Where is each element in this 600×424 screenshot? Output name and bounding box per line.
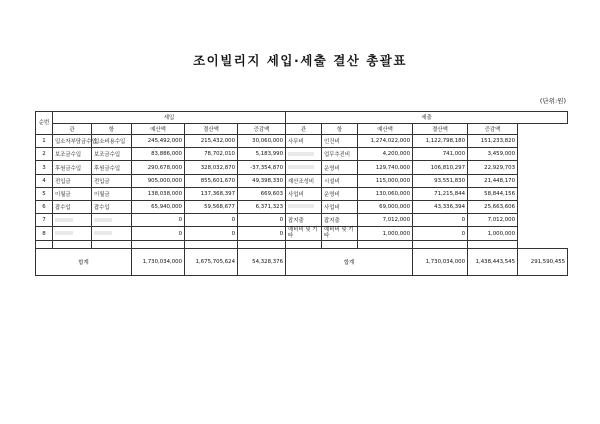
revenue-budget-cell: 290,678,000 [132, 161, 185, 174]
table-row [36, 187, 568, 200]
row-number: 4 [36, 174, 53, 187]
spacer-cell [92, 240, 132, 248]
expenditure-hang-cell: 업무추진비 [322, 148, 358, 161]
row-number: 3 [36, 161, 53, 174]
revenue-diff-cell: 30,060,000 [238, 135, 286, 148]
expenditure-budget-cell: 7,012,000 [358, 214, 413, 227]
revenue-budget-cell: 138,038,000 [132, 187, 185, 200]
spacer-cell [413, 240, 468, 248]
revenue-budget-cell: 0 [132, 227, 185, 241]
redacted-placeholder [55, 231, 73, 235]
expenditure-hang-cell: 인건비 [322, 135, 358, 148]
revenue-settlement-cell: 137,368,397 [185, 187, 238, 200]
expenditure-diff-cell: 21,448,170 [468, 174, 518, 187]
spacer-cell [53, 240, 92, 248]
expenditure-gwan-cell [286, 148, 322, 161]
expenditure-header: 세출 [286, 112, 568, 124]
expenditure-settlement-cell: 741,000 [413, 148, 468, 161]
revenue-diff-cell: 669,603 [238, 187, 286, 200]
expenditure-hang-header: 항 [322, 123, 358, 135]
spacer-cell [185, 240, 238, 248]
revenue-settlement-cell: 215,432,000 [185, 135, 238, 148]
expenditure-hang-cell: 시설비 [322, 174, 358, 187]
page-title: 조이빌리지 세입·세출 결산 총괄표 [193, 53, 407, 68]
expenditure-settlement-cell: 43,336,394 [413, 200, 468, 213]
expenditure-hang-cell: 예비비 및 기타 [322, 227, 358, 241]
row-number: 6 [36, 200, 53, 213]
table-row [36, 200, 568, 213]
expenditure-settlement-cell: 106,810,297 [413, 161, 468, 174]
revenue-settlement-cell: 0 [185, 227, 238, 241]
expenditure-gwan-cell: 예비비 및 기타 [286, 227, 322, 241]
spacer-cell [36, 240, 53, 248]
expenditure-budget-cell: 1,000,000 [358, 227, 413, 241]
table-row [36, 227, 568, 241]
spacer-row [36, 240, 568, 248]
revenue-hang-cell: 입소비용수입 [92, 135, 132, 148]
revenue-budget-header: 예산액 [132, 123, 185, 135]
revenue-settlement-cell: 78,702,010 [185, 148, 238, 161]
revenue-hang-cell: 후원금수입 [92, 161, 132, 174]
revenue-budget-cell: 905,000,000 [132, 174, 185, 187]
redacted-placeholder [94, 231, 112, 235]
expenditure-total-label: 합계 [286, 249, 413, 276]
table-row [36, 214, 568, 227]
expenditure-diff-cell: 7,012,000 [468, 214, 518, 227]
revenue-gwan-cell [53, 214, 92, 227]
expenditure-gwan-cell [286, 200, 322, 213]
expenditure-diff-cell: 151,233,820 [468, 135, 518, 148]
row-number: 5 [36, 187, 53, 200]
row-number: 2 [36, 148, 53, 161]
column-header-row [36, 123, 568, 135]
revenue-gwan-cell [53, 227, 92, 241]
seq-header: 순번 [36, 112, 53, 135]
revenue-gwan-cell: 이월금 [53, 187, 92, 200]
revenue-gwan-cell: 전입금 [53, 174, 92, 187]
revenue-budget-cell: 245,492,000 [132, 135, 185, 148]
revenue-diff-cell: 6,371,323 [238, 200, 286, 213]
expenditure-gwan-header: 관 [286, 123, 322, 135]
revenue-diff-cell: 0 [238, 227, 286, 241]
expenditure-gwan-cell: 잡지출 [286, 214, 322, 227]
spacer-cell [322, 240, 358, 248]
revenue-total-label: 합계 [36, 249, 132, 276]
redacted-placeholder [55, 218, 73, 222]
table-row [36, 148, 568, 161]
expenditure-budget-cell: 4,200,000 [358, 148, 413, 161]
revenue-gwan-cell: 입소자부담금수입 [53, 135, 92, 148]
group-header-row [36, 112, 568, 124]
revenue-header: 세입 [53, 112, 286, 124]
revenue-gwan-header: 관 [53, 123, 92, 135]
expenditure-total-diff: 291,590,455 [518, 249, 568, 276]
revenue-hang-cell: 전입금 [92, 174, 132, 187]
table-body [36, 135, 568, 249]
revenue-diff-cell: -37,354,870 [238, 161, 286, 174]
revenue-hang-cell: 잡수입 [92, 200, 132, 213]
expenditure-diff-cell: 22,929,703 [468, 161, 518, 174]
spacer-cell [358, 240, 413, 248]
expenditure-gwan-cell: 재산조성비 [286, 174, 322, 187]
expenditure-hang-cell: 사업비 [322, 200, 358, 213]
expenditure-total-settlement: 1,438,443,545 [468, 249, 518, 276]
expenditure-diff-cell: 25,663,606 [468, 200, 518, 213]
revenue-budget-cell: 65,940,000 [132, 200, 185, 213]
spacer-cell [238, 240, 286, 248]
revenue-settlement-header: 결산액 [185, 123, 238, 135]
expenditure-diff-cell: 58,844,156 [468, 187, 518, 200]
revenue-total-diff: 54,328,376 [238, 249, 286, 276]
revenue-hang-cell: 이월금 [92, 187, 132, 200]
revenue-gwan-cell: 후원금수입 [53, 161, 92, 174]
expenditure-settlement-cell: 1,122,798,180 [413, 135, 468, 148]
expenditure-diff-cell: 1,000,000 [468, 227, 518, 241]
expenditure-gwan-cell: 사무비 [286, 135, 322, 148]
expenditure-budget-cell: 69,000,000 [358, 200, 413, 213]
revenue-diff-cell: 5,183,990 [238, 148, 286, 161]
revenue-hang-header: 항 [92, 123, 132, 135]
revenue-gwan-cell: 보조금수입 [53, 148, 92, 161]
expenditure-settlement-cell: 0 [413, 227, 468, 241]
expenditure-hang-cell: 운영비 [322, 161, 358, 174]
revenue-settlement-cell: 59,568,677 [185, 200, 238, 213]
revenue-diff-cell: 49,398,330 [238, 174, 286, 187]
revenue-settlement-cell: 328,032,870 [185, 161, 238, 174]
expenditure-diff-cell: 3,459,000 [468, 148, 518, 161]
revenue-diff-header: 증감액 [238, 123, 286, 135]
expenditure-budget-header: 예산액 [358, 123, 413, 135]
redacted-placeholder [288, 165, 314, 169]
expenditure-total-budget: 1,730,034,000 [413, 249, 468, 276]
expenditure-budget-cell: 1,274,022,000 [358, 135, 413, 148]
table-row [36, 161, 568, 174]
revenue-total-budget: 1,730,034,000 [132, 249, 185, 276]
totals-row [36, 249, 568, 276]
expenditure-hang-cell: 잡지출 [322, 214, 358, 227]
expenditure-settlement-header: 결산액 [413, 123, 468, 135]
revenue-budget-cell: 83,886,000 [132, 148, 185, 161]
expenditure-gwan-cell [286, 161, 322, 174]
revenue-settlement-cell: 0 [185, 214, 238, 227]
table-row [36, 174, 568, 187]
table-row [36, 135, 568, 148]
row-number: 8 [36, 227, 53, 241]
expenditure-diff-header: 증감액 [468, 123, 518, 135]
row-number: 1 [36, 135, 53, 148]
expenditure-settlement-cell: 93,551,830 [413, 174, 468, 187]
revenue-total-settlement: 1,675,705,624 [185, 249, 238, 276]
spacer-cell [132, 240, 185, 248]
revenue-hang-cell [92, 214, 132, 227]
expenditure-hang-cell: 운영비 [322, 187, 358, 200]
revenue-hang-cell [92, 227, 132, 241]
expenditure-budget-cell: 129,740,000 [358, 161, 413, 174]
revenue-diff-cell: 0 [238, 214, 286, 227]
redacted-placeholder [94, 218, 112, 222]
spacer-cell [468, 240, 518, 248]
row-number: 7 [36, 214, 53, 227]
expenditure-settlement-cell: 0 [413, 214, 468, 227]
settlement-summary-table [35, 111, 568, 276]
revenue-settlement-cell: 855,601,670 [185, 174, 238, 187]
revenue-hang-cell: 보조금수입 [92, 148, 132, 161]
expenditure-budget-cell: 130,060,000 [358, 187, 413, 200]
spacer-cell [286, 240, 322, 248]
revenue-gwan-cell: 잡수입 [53, 200, 92, 213]
redacted-placeholder [288, 204, 314, 208]
revenue-budget-cell: 0 [132, 214, 185, 227]
expenditure-settlement-cell: 71,215,844 [413, 187, 468, 200]
unit-label: (단위:원) [539, 97, 566, 105]
expenditure-gwan-cell: 사업비 [286, 187, 322, 200]
expenditure-budget-cell: 115,000,000 [358, 174, 413, 187]
redacted-placeholder [288, 152, 314, 156]
